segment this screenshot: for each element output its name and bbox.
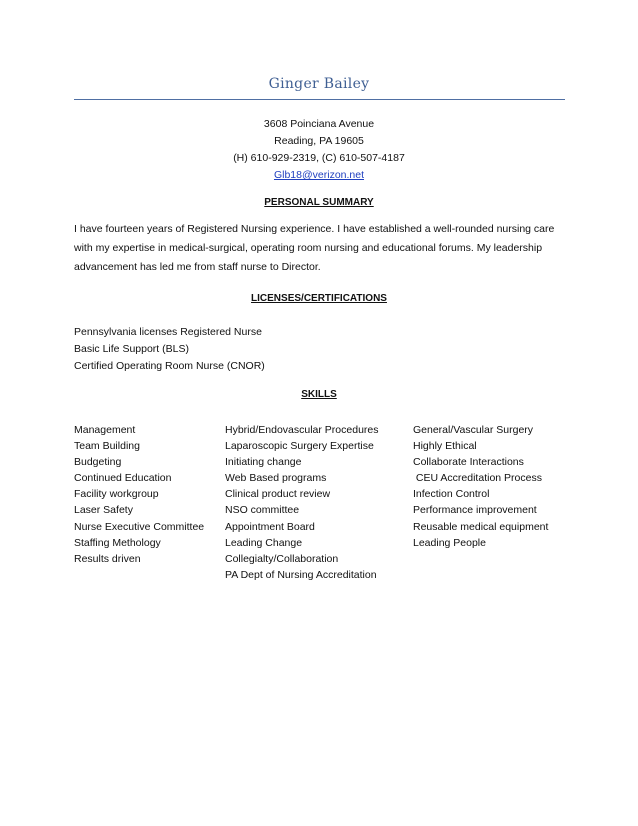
skill-item: PA Dept of Nursing Accreditation xyxy=(225,568,377,581)
skill-item: Laparoscopic Surgery Expertise xyxy=(225,440,374,453)
skills-column-3 xyxy=(413,422,548,551)
email-link[interactable]: Glb18@verizon.net xyxy=(273,169,365,181)
candidate-name: Ginger Bailey xyxy=(268,76,370,92)
skill-item: NSO committee xyxy=(225,504,300,517)
skill-item: Clinical product review xyxy=(225,488,331,501)
header-divider xyxy=(74,99,565,100)
address-line-1: 3608 Poinciana Avenue xyxy=(263,118,375,130)
skill-item: Web Based programs xyxy=(225,472,327,485)
skill-item: Laser Safety xyxy=(74,504,133,517)
skill-item: Staffing Methology xyxy=(74,536,161,549)
licenses-list xyxy=(74,324,265,375)
license-item: Certified Operating Room Nurse (CNOR) xyxy=(74,360,265,372)
skill-item: General/Vascular Surgery xyxy=(413,424,534,436)
skill-item: Appointment Board xyxy=(225,520,315,533)
skill-item: Reusable medical equipment xyxy=(413,520,549,533)
skill-item: Performance improvement xyxy=(413,504,537,517)
licenses-heading: LICENSES/CERTIFICATIONS xyxy=(251,293,387,304)
skill-item: Management xyxy=(74,424,136,436)
skill-item: Team Building xyxy=(74,440,140,453)
skill-item: Infection Control xyxy=(413,488,490,501)
skill-item: Leading People xyxy=(413,536,486,549)
skills-column-2 xyxy=(225,422,379,583)
skill-item: Collaborate Interactions xyxy=(413,456,524,469)
personal-summary-text: I have fourteen years of Registered Nursing experience. I have established a well-rounded nursing care with my expertise in medical-surgical, operating room nursing and educational forums. My leadership advancement has led me from staff nurse to Director. xyxy=(74,223,555,273)
skill-item: CEU Accreditation Process xyxy=(413,472,542,485)
skill-item: Leading Change xyxy=(225,536,303,549)
skill-item: Results driven xyxy=(74,552,141,565)
skills-column-1 xyxy=(74,422,204,567)
personal-summary-heading: PERSONAL SUMMARY xyxy=(264,197,374,208)
license-item: Pennsylvania licenses Registered Nurse xyxy=(74,326,262,338)
skill-item: Nurse Executive Committee xyxy=(74,520,205,533)
contact-block xyxy=(0,116,638,184)
skill-item: Hybrid/Endovascular Procedures xyxy=(225,424,379,436)
skill-item: Continued Education xyxy=(74,472,172,485)
skills-heading: SKILLS xyxy=(301,389,337,400)
skill-item: Highly Ethical xyxy=(413,440,477,453)
skill-item: Initiating change xyxy=(225,456,302,469)
skill-item: Collegialty/Collaboration xyxy=(225,552,339,565)
address-line-2: Reading, PA 19605 xyxy=(274,135,364,147)
skill-item: Facility workgroup xyxy=(74,488,159,501)
license-item: Basic Life Support (BLS) xyxy=(74,343,189,355)
phone-numbers: (H) 610-929-2319, (C) 610-507-4187 xyxy=(233,152,405,164)
skill-item: Budgeting xyxy=(74,456,122,469)
